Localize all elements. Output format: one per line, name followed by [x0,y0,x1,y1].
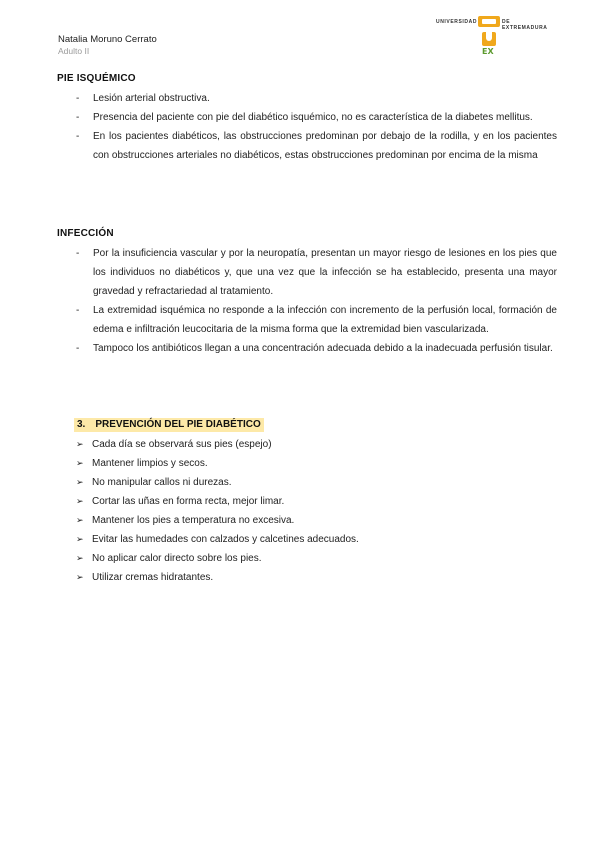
logo-mark: EX [482,47,494,56]
list-item: - En los pacientes diabéticos, las obstrucciones predominan por debajo de la rodilla, y en los pacientes con obstrucciones arteriales no diabéticos, estas obstrucciones predominan por encima de la misma [76,131,557,161]
logo-u-icon [482,32,496,46]
list-item: - La extremidad isquémica no responde a la infección con incremento de la perfusión local, formación de edema e infiltración leucocitaria de la misma forma que la extremidad bien vascularizada. [76,305,557,335]
arrow-bullet-icon: ➢ [76,458,84,468]
list-item: ➢ Mantener limpios y secos. [76,454,359,473]
infeccion-list [76,244,557,358]
section-number: 3. [77,419,86,430]
arrow-bullet-icon: ➢ [76,515,84,525]
list-item: - Por la insuficiencia vascular y por la neuropatía, presentan un mayor riesgo de lesiones en los pies que los individuos no diabéticos y, que una vez que la infección se ha establecido, presenta una mayor gravedad y refractariedad al tratamiento. [76,248,557,297]
prevencion-list [76,435,359,587]
subject-name: Adulto II [58,46,90,56]
list-item: ➢ Cada día se observará sus pies (espejo) [76,435,359,454]
arrow-bullet-icon: ➢ [76,439,84,449]
logo-text-left: UNIVERSIDAD [436,19,478,25]
list-item: - Tampoco los antibióticos llegan a una concentración adecuada debido a la inadecuada perfusión tisular. [76,343,553,354]
arrow-bullet-icon: ➢ [76,572,84,582]
arrow-bullet-icon: ➢ [76,553,84,563]
list-item: ➢ No manipular callos ni durezas. [76,473,359,492]
pie-isquemico-list [76,89,557,165]
logo-emblem-icon [478,16,500,27]
section-title-pie-isquemico: PIE ISQUÉMICO [57,73,136,84]
list-item: ➢ Evitar las humedades con calzados y calcetines adecuados. [76,530,359,549]
university-logo [436,16,556,60]
list-item: ➢ Utilizar cremas hidratantes. [76,568,359,587]
section-title-prevencion [74,418,264,432]
logo-text-right: DE EXTREMADURA [502,19,548,31]
section-title-infeccion: INFECCIÓN [57,228,114,239]
list-item: ➢ No aplicar calor directo sobre los pies. [76,549,359,568]
list-item: - Presencia del paciente con pie del diabético isquémico, no es característica de la diabetes mellitus. [76,112,533,123]
arrow-bullet-icon: ➢ [76,496,84,506]
list-item: ➢ Cortar las uñas en forma recta, mejor limar. [76,492,359,511]
author-name: Natalia Moruno Cerrato [58,34,157,45]
list-item: - Lesión arterial obstructiva. [76,93,210,104]
section-title-text: PREVENCIÓN DEL PIE DIABÉTICO [95,419,261,430]
arrow-bullet-icon: ➢ [76,534,84,544]
list-item: ➢ Mantener los pies a temperatura no excesiva. [76,511,359,530]
arrow-bullet-icon: ➢ [76,477,84,487]
